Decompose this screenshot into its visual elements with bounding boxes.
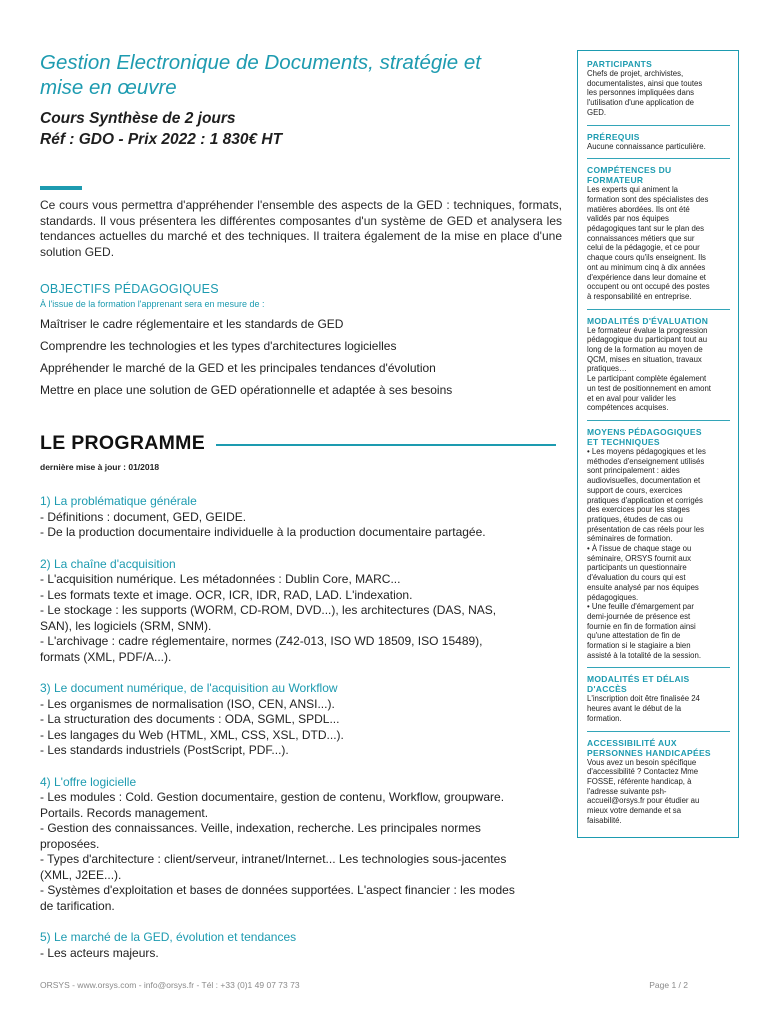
sidebar-text: pratiques d'application et corrigés bbox=[587, 495, 703, 505]
sidebar-text: d'accessibilité ? Contactez Mme bbox=[587, 767, 699, 777]
section-line: - De la production documentaire individuelle à la production documentaire partagée. bbox=[40, 525, 486, 539]
sidebar-divider bbox=[587, 309, 730, 310]
sidebar-heading: ACCESSIBILITÉ AUX bbox=[587, 737, 677, 748]
sidebar-text: audiovisuelles, documentation et bbox=[587, 476, 701, 486]
sidebar-text: chaque cours qu'ils enseignent. Ils bbox=[587, 253, 706, 263]
sidebar-text: Le participant complète également bbox=[587, 374, 707, 384]
sidebar-text: ensuite analysé par nos équipes bbox=[587, 582, 699, 592]
section-line: - Les organismes de normalisation (ISO, CEN, ANSI...). bbox=[40, 696, 335, 711]
course-subtitle bbox=[40, 108, 562, 150]
sidebar-text: assisté à la totalité de la session. bbox=[587, 650, 701, 660]
course-title-line-1: Gestion Electronique de Documents, stratégie et bbox=[40, 51, 481, 74]
section-line: de tarification. bbox=[40, 898, 115, 913]
sidebar-text: heures avant le début de la bbox=[587, 704, 682, 714]
last-update: dernière mise à jour : 01/2018 bbox=[40, 462, 160, 472]
sidebar-block bbox=[587, 316, 730, 413]
objective-item: Mettre en place une solution de GED opérationnelle et adaptée à ses besoins bbox=[40, 383, 453, 397]
sidebar-heading: COMPÉTENCES DU bbox=[587, 165, 672, 176]
section-title: 1) La problématique générale bbox=[40, 494, 197, 508]
section-line: formats (XML, PDF/A...). bbox=[40, 649, 172, 664]
sidebar-text: Les experts qui animent la bbox=[587, 185, 679, 195]
accent-bar bbox=[40, 186, 82, 190]
sidebar-text: validés par nos équipes bbox=[587, 214, 669, 224]
sidebar-text: support de cours, exercices bbox=[587, 485, 683, 495]
sidebar-text: présentation de cas réels pour les bbox=[587, 524, 705, 534]
programme-section bbox=[40, 930, 562, 961]
section-line: - Les modules : Cold. Gestion documentaire, gestion de contenu, Workflow, groupware. bbox=[40, 790, 505, 804]
section-line: - Les standards industriels (PostScript, PDF...). bbox=[40, 743, 289, 757]
objectives-subtitle: À l'issue de la formation l'apprenant sera en mesure de : bbox=[40, 299, 265, 309]
section-line: - Types d'architecture : client/serveur, intranet/Internet... Les technologies sous-jacentes bbox=[40, 852, 507, 866]
intro-paragraph: Ce cours vous permettra d'appréhender l'ensemble des aspects de la GED : techniques, formats, standards. Il vous présentera les différentes composantes d'un système de GED et analysera les tendances actuelles du marché et des techniques. Il traitera également de la mise en place d'une solution GED. bbox=[40, 198, 562, 259]
course-title bbox=[40, 50, 562, 100]
footer-contact: ORSYS - www.orsys.com - info@orsys.fr - Tél : +33 (0)1 49 07 73 73 bbox=[40, 980, 300, 990]
sidebar-text: long de la formation au moyen de bbox=[587, 345, 703, 355]
sidebar-text: fournie en fin de formation ainsi bbox=[587, 621, 696, 631]
objectives-list bbox=[40, 317, 562, 398]
sidebar-text: • Les moyens pédagogiques et les bbox=[587, 446, 706, 456]
sidebar-text: FOSSE, référente handicap, à bbox=[587, 776, 692, 786]
sidebar-text: l'utilisation d'une application de bbox=[587, 98, 695, 108]
sidebar-text: les personnes impliquées dans bbox=[587, 88, 695, 98]
sidebar-text: l'adresse suivante psh- bbox=[587, 786, 667, 796]
sidebar-block bbox=[587, 674, 730, 723]
sidebar-text: des exercices pour les stages bbox=[587, 505, 690, 515]
sidebar-text: formation. bbox=[587, 713, 622, 723]
section-title: 2) La chaîne d'acquisition bbox=[40, 556, 176, 571]
course-reference-price: Réf : GDO - Prix 2022 : 1 830€ HT bbox=[40, 131, 283, 148]
sidebar-text: pédagogiques. bbox=[587, 592, 639, 602]
sidebar-block bbox=[587, 165, 730, 301]
sidebar-text: QCM, mises en situation, travaux bbox=[587, 354, 702, 364]
section-line: (XML, J2EE...). bbox=[40, 867, 122, 882]
section-line: - Le stockage : les supports (WORM, CD-ROM, DVD...), les architectures (DAS, NAS, bbox=[40, 603, 497, 617]
sidebar-text: d'expérience dans leur domaine et bbox=[587, 272, 706, 282]
sidebar-text: Le formateur évalue la progression bbox=[587, 325, 708, 335]
sidebar-text: méthodes d'enseignement utilisés bbox=[587, 456, 705, 466]
sidebar-text: pédagogiques tant sur le plan des bbox=[587, 224, 705, 234]
sidebar-text: participants un questionnaire bbox=[587, 563, 687, 573]
section-line: - L'acquisition numérique. Les métadonnées : Dublin Core, MARC... bbox=[40, 572, 401, 586]
section-line: proposées. bbox=[40, 836, 100, 851]
programme-header bbox=[40, 431, 562, 457]
sidebar-text: et en aval pour valider les bbox=[587, 393, 676, 403]
section-line: - Définitions : document, GED, GEIDE. bbox=[40, 509, 247, 524]
sidebar-heading: MODALITÉS ET DÉLAIS bbox=[587, 674, 690, 685]
section-line: - L'archivage : cadre réglementaire, normes (Z42-013, ISO WD 18509, ISO 15489), bbox=[40, 634, 483, 648]
sidebar-text: formation sont des spécialistes des bbox=[587, 194, 709, 204]
sidebar-text: connaissances métiers que sur bbox=[587, 233, 695, 243]
sidebar-block bbox=[587, 132, 730, 152]
sidebar-heading: MOYENS PÉDAGOGIQUES bbox=[587, 426, 702, 437]
programme-sections bbox=[40, 494, 562, 961]
sidebar-heading: PRÉREQUIS bbox=[587, 131, 640, 142]
section-line: - La structuration des documents : ODA, SGML, SPDL... bbox=[40, 712, 340, 726]
sidebar-text: occupent ou ont occupé des postes bbox=[587, 282, 710, 292]
sidebar-text: séminaires de formation. bbox=[587, 534, 673, 544]
course-title-line-2: mise en œuvre bbox=[40, 76, 177, 99]
sidebar-text: demi-journée de présence est bbox=[587, 611, 691, 621]
sidebar-text: pratiques… bbox=[587, 364, 627, 374]
sidebar-heading: PARTICIPANTS bbox=[587, 59, 653, 69]
section-line: - Systèmes d'exploitation et bases de données supportées. L'aspect financier : les modes bbox=[40, 883, 515, 897]
programme-title: LE PROGRAMME bbox=[40, 432, 206, 454]
sidebar-text: sont principalement : aides bbox=[587, 466, 680, 476]
section-title: 4) L'offre logicielle bbox=[40, 774, 137, 789]
page-number: Page 1 / 2 bbox=[649, 980, 688, 990]
sidebar-text: Chefs de projet, archivistes, bbox=[587, 69, 684, 78]
sidebar-text: ont au minimum cinq à dix années bbox=[587, 262, 706, 272]
sidebar-text: pédagogique du participant tout au bbox=[587, 335, 708, 345]
sidebar-divider bbox=[587, 125, 730, 126]
section-title: 5) Le marché de la GED, évolution et tendances bbox=[40, 930, 297, 944]
sidebar-block bbox=[587, 59, 730, 118]
sidebar-text: mieux votre demande et sa bbox=[587, 806, 682, 816]
sidebar-heading: MODALITÉS D'ÉVALUATION bbox=[587, 315, 709, 326]
sidebar-text: un test de positionnement en amont bbox=[587, 383, 711, 393]
sidebar-divider bbox=[587, 158, 730, 159]
sidebar-text: documentalistes, ainsi que toutes bbox=[587, 78, 703, 88]
sidebar-heading: FORMATEUR bbox=[587, 175, 644, 186]
sidebar-text: pratiques, études de cas ou bbox=[587, 514, 683, 524]
sidebar-text: matières abordées. Ils ont été bbox=[587, 204, 690, 214]
programme-section bbox=[40, 494, 562, 541]
programme-section bbox=[40, 557, 562, 666]
sidebar-heading: PERSONNES HANDICAPÉES bbox=[587, 747, 711, 758]
sidebar-divider bbox=[587, 420, 730, 421]
section-line: Portails. Records management. bbox=[40, 805, 209, 820]
info-sidebar bbox=[577, 50, 739, 838]
sidebar-text: qu'une attestation de fin de bbox=[587, 631, 681, 641]
section-line: - Gestion des connaissances. Veille, indexation, recherche. Les principales normes bbox=[40, 821, 481, 835]
course-duration: Cours Synthèse de 2 jours bbox=[40, 110, 236, 127]
objective-item: Maîtriser le cadre réglementaire et les standards de GED bbox=[40, 317, 344, 331]
sidebar-text: Aucune connaissance particulière. bbox=[587, 141, 706, 151]
sidebar-text: d'évaluation du cours qui est bbox=[587, 573, 686, 583]
sidebar-text: L'inscription doit être finalisée 24 bbox=[587, 694, 700, 704]
sidebar-block bbox=[587, 427, 730, 660]
sidebar-text: GED. bbox=[587, 107, 607, 117]
programme-section bbox=[40, 775, 562, 915]
objectives-title: OBJECTIFS PÉDAGOGIQUES bbox=[40, 282, 219, 296]
sidebar-content bbox=[578, 51, 738, 825]
sidebar-heading: ET TECHNIQUES bbox=[587, 436, 660, 447]
sidebar-text: • Une feuille d'émargement par bbox=[587, 602, 694, 612]
section-line: - Les acteurs majeurs. bbox=[40, 945, 159, 960]
sidebar-block bbox=[587, 738, 730, 826]
sidebar-text: à responsabilité en entreprise. bbox=[587, 291, 692, 301]
sidebar-text: Vous avez un besoin spécifique bbox=[587, 757, 697, 767]
sidebar-text: celui de la pédagogie, et ce pour bbox=[587, 243, 700, 253]
sidebar-text: séminaire, ORSYS fournit aux bbox=[587, 553, 692, 563]
programme-section bbox=[40, 681, 562, 759]
sidebar-divider bbox=[587, 667, 730, 668]
objective-item: Appréhender le marché de la GED et les principales tendances d'évolution bbox=[40, 361, 436, 375]
section-line: - Les langages du Web (HTML, XML, CSS, XSL, DTD...). bbox=[40, 727, 344, 742]
sidebar-heading: D'ACCÈS bbox=[587, 684, 628, 695]
sidebar-text: • À l'issue de chaque stage ou bbox=[587, 544, 692, 554]
section-line: - Les formats texte et image. OCR, ICR, IDR, RAD, LAD. L'indexation. bbox=[40, 587, 413, 602]
section-title: 3) Le document numérique, de l'acquisition au Workflow bbox=[40, 681, 338, 695]
sidebar-text: formation si le stagiaire a bien bbox=[587, 641, 691, 651]
main-column bbox=[40, 50, 562, 961]
sidebar-text: faisabilité. bbox=[587, 815, 622, 825]
objective-item: Comprendre les technologies et les types d'architectures logicielles bbox=[40, 339, 397, 353]
programme-divider bbox=[216, 444, 556, 446]
section-line: SAN), les logiciels (SRM, SNM). bbox=[40, 618, 212, 633]
sidebar-text: compétences acquises. bbox=[587, 403, 669, 413]
sidebar-text: accueil@orsys.fr pour étudier au bbox=[587, 796, 700, 806]
sidebar-divider bbox=[587, 731, 730, 732]
